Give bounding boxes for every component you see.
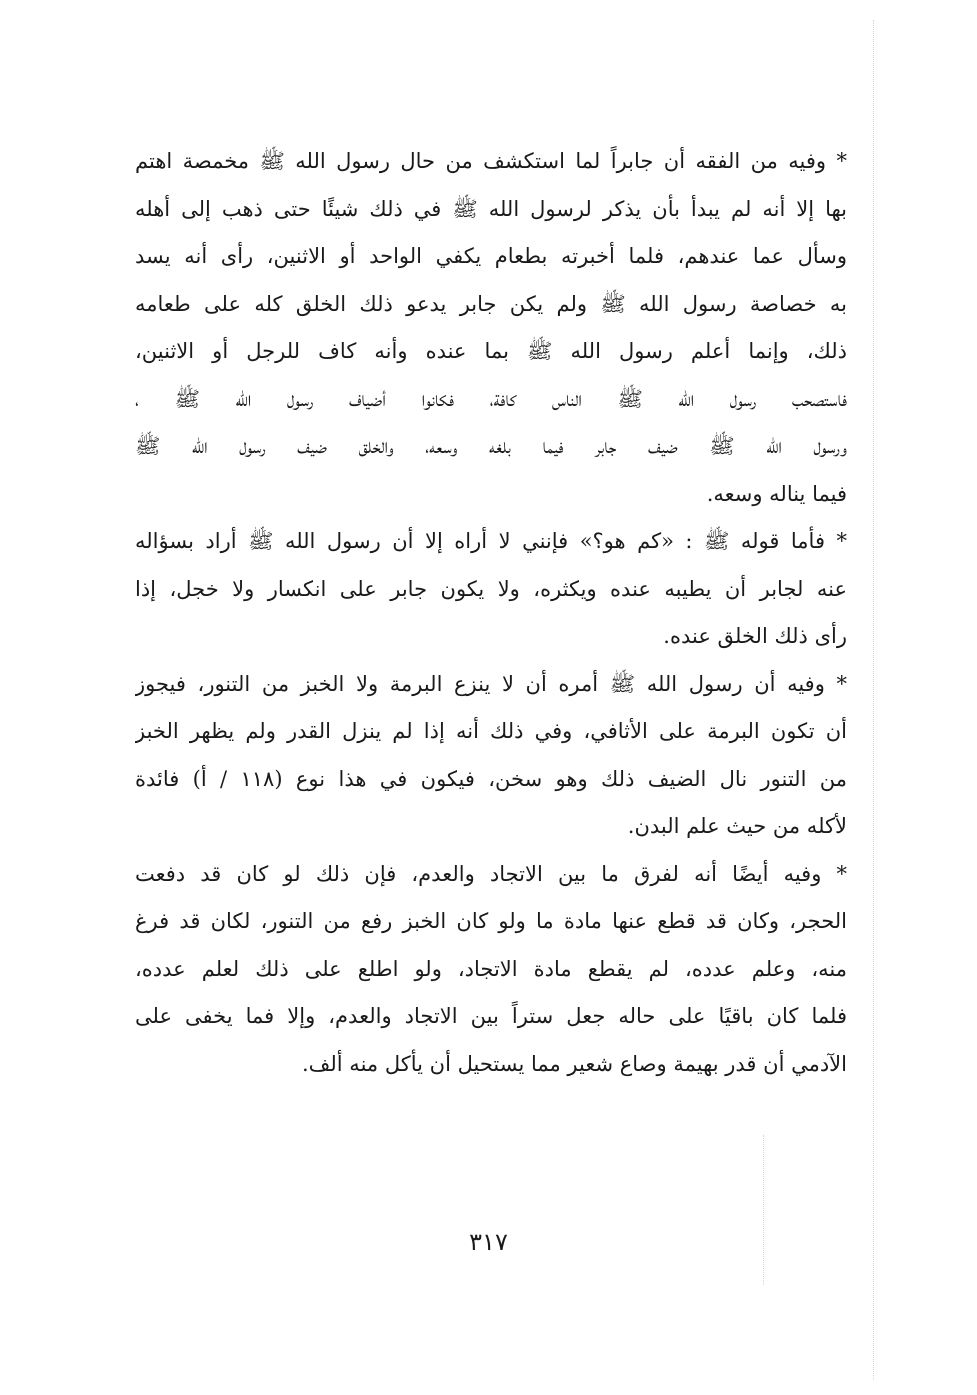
paragraph-4-line-5: الآدمي أن قدر بهيمة وصاع شعير مما يستحيل أن يأكل منه ألف. [301,1051,847,1076]
paragraph-1-line-1: * وفيه من الفقه أن جابراً لما استكشف من حال رسول الله ﷺ مخمصة اهتم [135,149,847,173]
paragraph-4-line-3: منه، وعلم عدده، لم يقطع مادة الاتجاد، ولو اطلع على ذلك لعلم عدده، [135,956,847,981]
paragraph-1-line-4: به خصاصة رسول الله ﷺ ولم يكن جابر يدعو ذلك الخلق كله على طعامه [135,291,847,316]
paragraph-4-line-1: * وفيه أيضًا أنه لفرق ما بين الاتجاد والعدم، فإن ذلك لو كان قد دفعت [135,861,847,886]
paragraph-3-line-2: أن تكون البرمة على الأثافي، وفي ذلك أنه إذا لم ينزل القدر ولم يظهر الخبز [135,719,847,743]
paragraph-2-line-2: عنه لجابر أن يطيبه عنده ويكثره، ولا يكون جابر على انكسار ولا خجل، إذا [135,576,847,601]
body-text [135,138,847,1088]
paragraph-3-line-4: لأكله من حيث علم البدن. [627,814,847,838]
paragraph-3-line-3: من التنور نال الضيف ذلك وهو سخن، فيكون في هذا نوع (١١٨ / أ) فائدة [135,766,847,791]
margin-dotted-rule-inner [763,1135,764,1285]
paragraph-1-line-6: فاستصحب رسول الله ﷺ الناس كافة، فكانوا أضياف رسول الله ﷺ ، [135,386,847,411]
paragraph-1-line-8: فيما يناله وسعه. [706,481,847,506]
paragraph-1-line-3: وسأل عما عندهم، فلما أخبرته بطعام يكفي الواحد أو الاثنين، رأى أنه يسد [135,244,847,268]
margin-dotted-rule [873,20,874,1380]
paragraph-1-line-5: ذلك، وإنما أعلم رسول الله ﷺ بما عنده وأنه كاف للرجل أو الاثنين، [135,339,847,363]
paragraph-4-line-2: الحجر، وكان قد قطع عنها مادة ما ولو كان الخبز رفع من التنور، لكان قد فرغ [135,909,847,933]
paragraph-1-line-2: بها إلا أنه لم يبدأ بأن يذكر لرسول الله ﷺ في ذلك شيئًا حتى ذهب إلى أهله [135,196,847,221]
paragraph-2-line-1: * فأما قوله ﷺ : «كم هو؟» فإنني لا أراه إلا أن رسول الله ﷺ أراد بسؤاله [135,529,847,553]
page-number: ٣١٧ [469,1228,508,1256]
paragraph-1-line-7: ورسول الله ﷺ ضيف جابر فيما بلغه وسعه، والخلق ضيف رسول الله ﷺ [135,434,847,458]
paragraph-3-line-1: * وفيه أن رسول الله ﷺ أمره أن لا ينزع البرمة ولا الخبز من التنور، فيجوز [135,671,847,696]
paragraph-2-line-3: رأى ذلك الخلق عنده. [663,624,847,648]
paragraph-4-line-4: فلما كان باقيًا على حاله جعل ستراً بين الاتجاد والعدم، وإلا فما يخفى على [135,1004,847,1028]
